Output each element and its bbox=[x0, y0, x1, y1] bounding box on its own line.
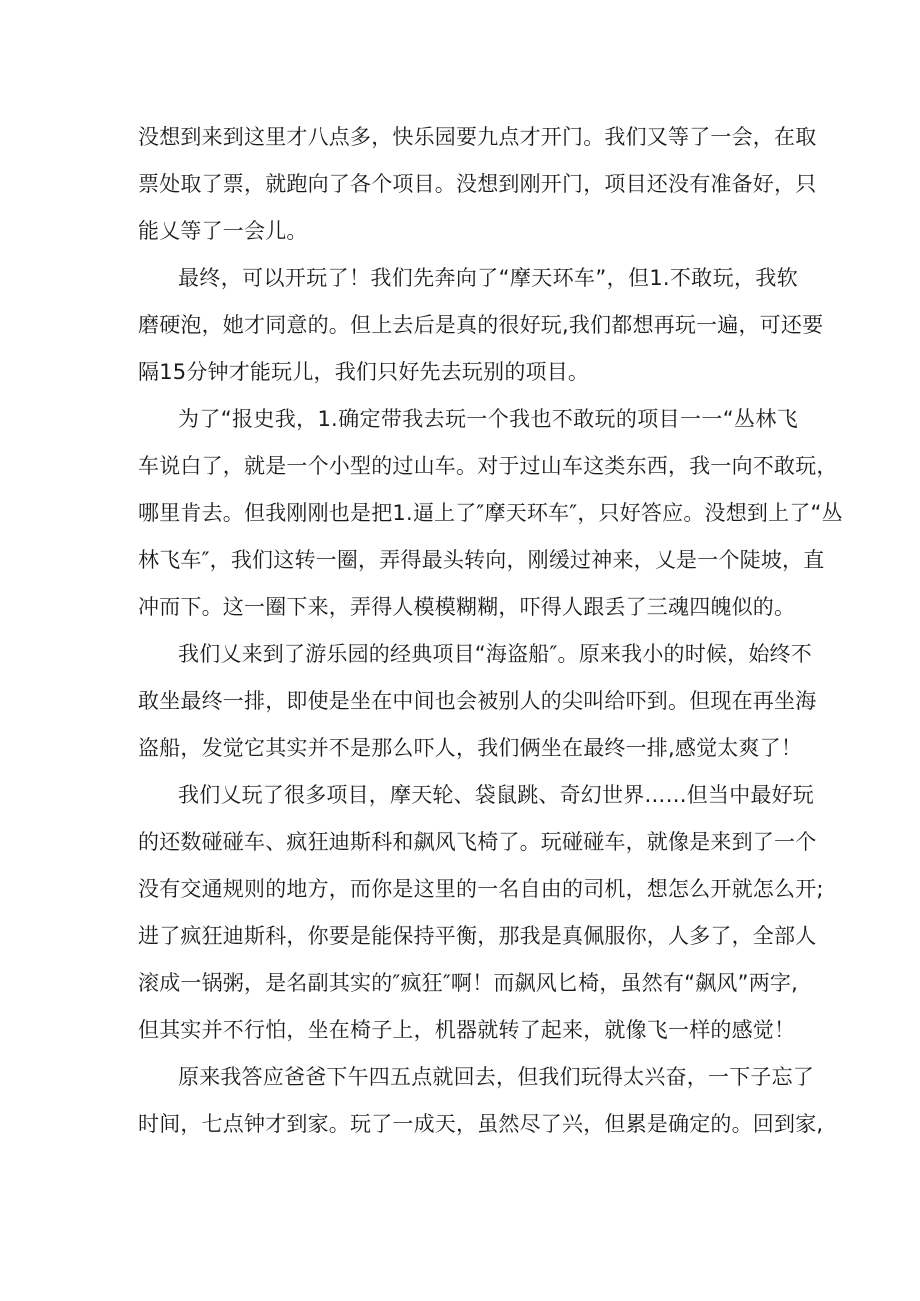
paragraph-5 bbox=[138, 772, 824, 1054]
text-line: 时间，七点钟才到家。玩了一成天，虽然尽了兴，但累是确定的。回到家, bbox=[138, 1112, 824, 1136]
text-line: 最终，可以开玩了！我们先奔向了“摩天环车”，但1.不敢玩，我软 bbox=[178, 266, 798, 290]
text-line: 冲而下。这一圈下来，弄得人模模糊糊，吓得人跟丢了三魂四魄似的。 bbox=[138, 595, 796, 619]
text-line: 但其实并不行怕，坐在椅子上，机器就转了起来，就像飞一样的感觉！ bbox=[138, 1018, 796, 1042]
text-line: 我们乂来到了游乐园的经典项目“海盗船″。原来我小的时候，始终不 bbox=[178, 642, 812, 666]
text-line: 滚成一锅粥，是名副其实的″疯狂″啊！而飙风匕椅，虽然有“飙风”两字, bbox=[138, 971, 798, 995]
text-line: 隔15分钟才能玩儿，我们只好先去玩别的项目。 bbox=[138, 360, 590, 384]
text-line: 哪里肯去。但我刚刚也是把1.逼上了″摩天环车″，只好答应。没想到上了“丛 bbox=[138, 501, 843, 525]
text-line: 的还数碰碰车、疯狂迪斯科和飙风飞椅了。玩碰碰车，就像是来到了一个 bbox=[138, 830, 817, 854]
paragraph-2 bbox=[138, 255, 824, 396]
paragraph-3 bbox=[138, 396, 843, 631]
text-line: 敢坐最终一排，即使是坐在中间也会被别人的尖叫给吓到。但现在再坐海 bbox=[138, 689, 817, 713]
paragraph-1 bbox=[138, 114, 817, 255]
text-line: 为了“报史我，1.确定带我去玩一个我也不敢玩的项目一一“丛林飞 bbox=[178, 407, 798, 431]
text-line: 能乂等了一会儿。 bbox=[138, 219, 308, 243]
text-line: 林飞车″，我们这转一圈，弄得最头转向，刚缓过神来，乂是一个陡坡，直 bbox=[138, 548, 825, 572]
text-line: 票处取了票，就跑向了各个项目。没想到刚开门，项目还没有准备好，只 bbox=[138, 172, 817, 196]
text-line: 磨硬泡，她才同意的。但上去后是真的很好玩,我们都想再玩一遍，可还要 bbox=[138, 313, 824, 337]
paragraph-6 bbox=[138, 1054, 824, 1148]
text-line: 没想到来到这里才八点多，快乐园要九点才开门。我们又等了一会，在取 bbox=[138, 125, 817, 149]
text-line: 盗船，发觉它其实并不是那么吓人，我们俩坐在最终一排,感觉太爽了！ bbox=[138, 736, 803, 760]
paragraph-4 bbox=[138, 631, 817, 772]
text-line: 进了疯狂迪斯科，你要是能保持平衡，那我是真佩服你，人多了，全部人 bbox=[138, 924, 817, 948]
text-line: 我们乂玩了很多项目，摩天轮、袋鼠跳、奇幻世界……但当中最好玩 bbox=[178, 783, 814, 807]
article-body bbox=[138, 114, 843, 1148]
text-line: 车说白了，就是一个小型的过山车。对于过山车这类东西，我一向不敢玩， bbox=[138, 454, 838, 478]
text-line: 没有交通规则的地方，而你是这里的一名自由的司机，想怎么开就怎么开; bbox=[138, 877, 824, 901]
text-line: 原来我答应爸爸下午四五点就回去，但我们玩得太兴奋，一下子忘了 bbox=[178, 1065, 814, 1089]
